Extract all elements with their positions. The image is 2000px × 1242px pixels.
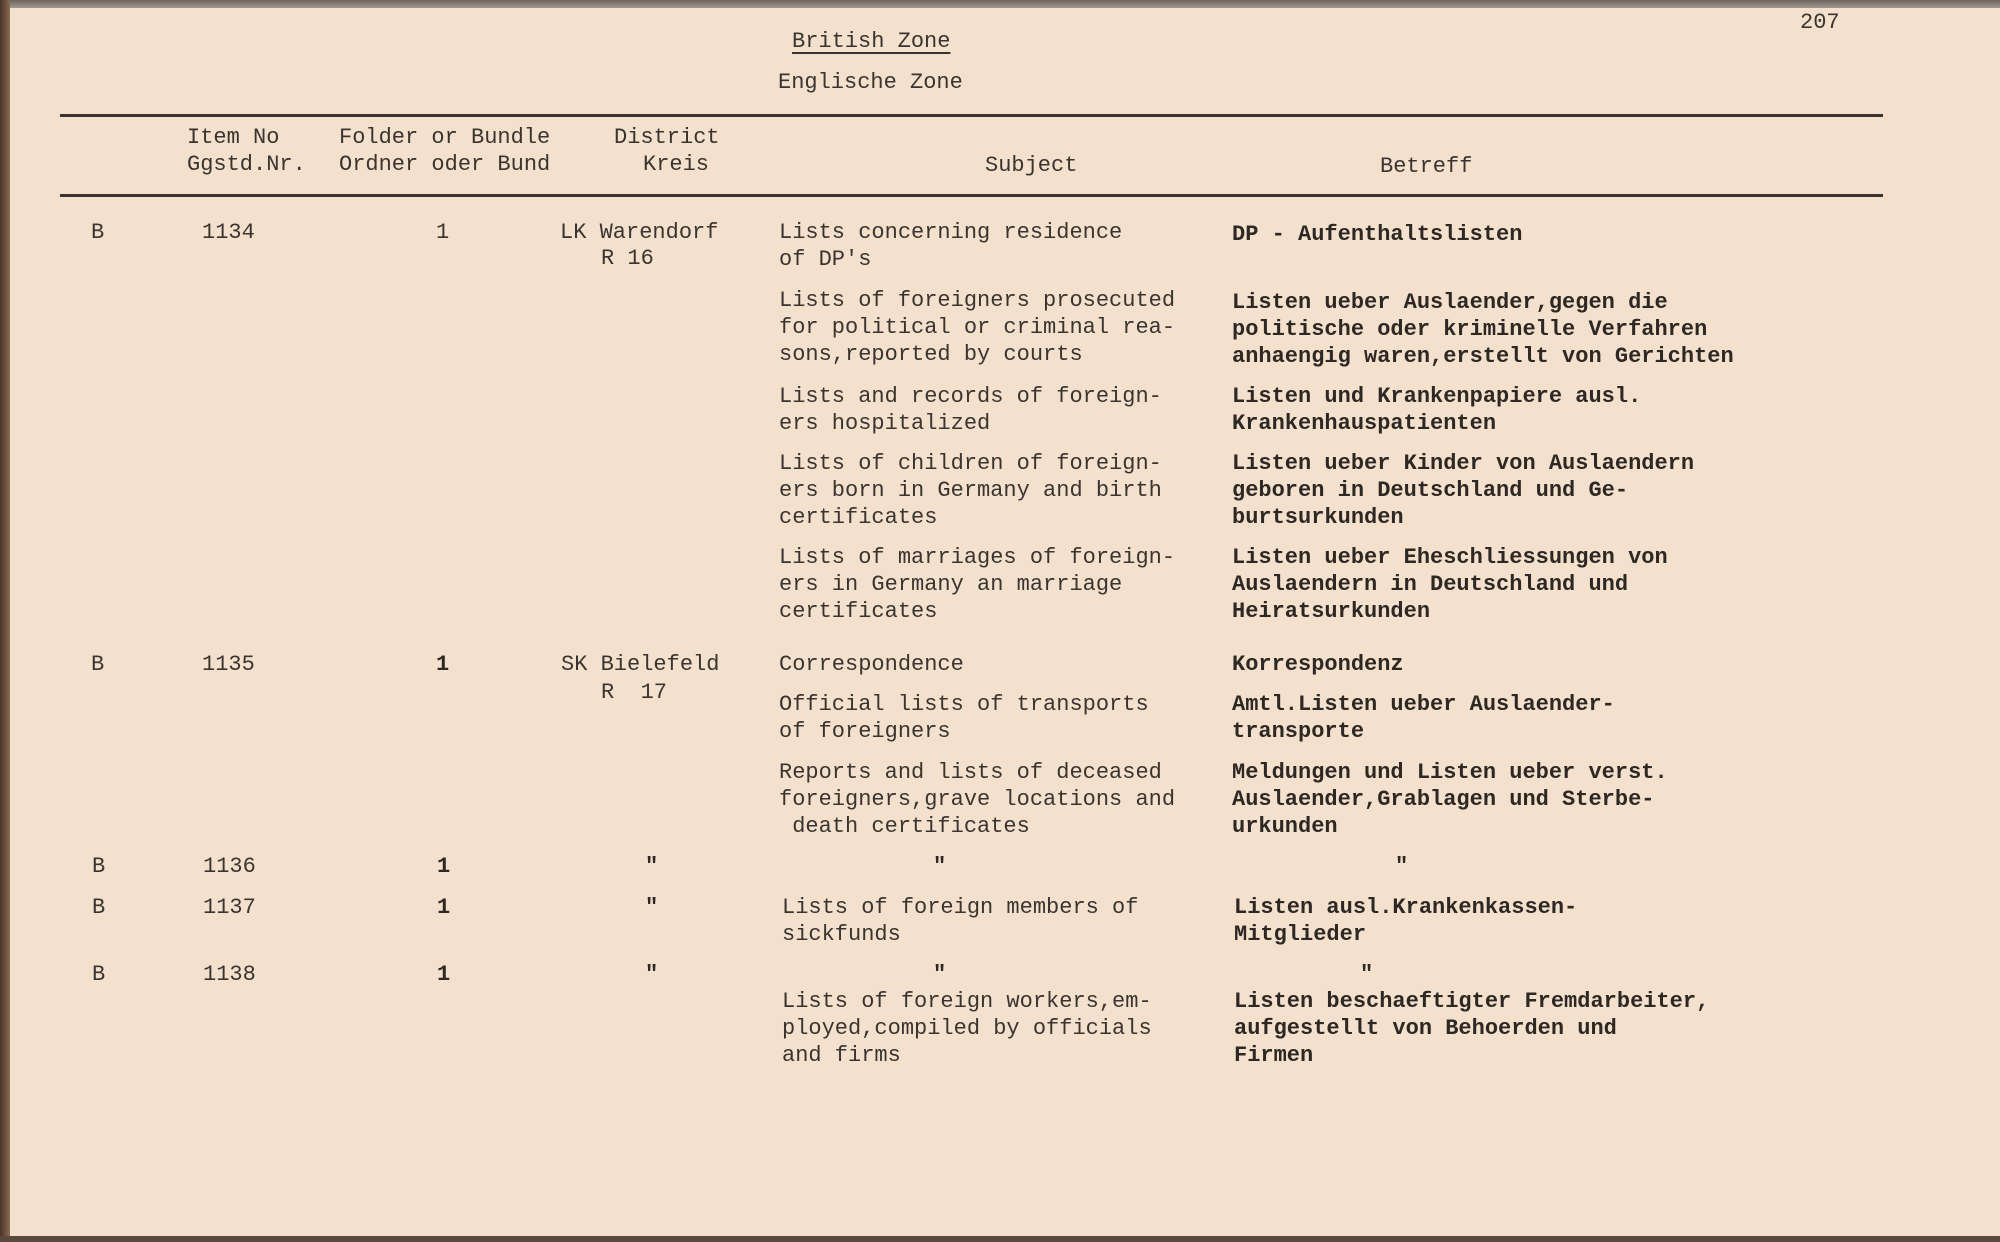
betreff-cell: DP - Aufenthaltslisten <box>1232 222 1523 247</box>
betreff-cell: Listen ueber Kinder von Auslaendern geboren in Deutschland und Ge- burtsurkunden <box>1232 451 1695 530</box>
subject-cell: Lists of foreign members of sickfunds <box>782 895 1139 947</box>
folder-count: 1 <box>437 962 451 987</box>
zone-cell: B <box>92 895 106 920</box>
scan-edge-left <box>0 0 10 1242</box>
betreff-cell: Listen ueber Auslaender,gegen die politische oder kriminelle Verfahren anhaengig waren,erstellt von Gerichten <box>1232 290 1734 369</box>
betreff-ditto: " <box>1395 854 1409 879</box>
folder-count: 1 <box>437 854 451 879</box>
zone-cell: B <box>91 652 105 677</box>
header-kreis: Kreis <box>643 152 710 177</box>
district-name: SK Bielefeld <box>561 652 720 677</box>
scan-edge-bottom <box>0 1236 2000 1242</box>
district-ditto: " <box>645 854 659 879</box>
district-ditto: " <box>645 962 659 987</box>
subject-ditto: " <box>933 962 947 987</box>
header-item-no: Item No <box>187 125 280 150</box>
zone-cell: B <box>91 220 105 245</box>
header-district: District <box>614 125 720 150</box>
page-subtitle: Englische Zone <box>778 70 963 95</box>
betreff-cell: Korrespondenz <box>1232 652 1404 677</box>
betreff-cell: Listen und Krankenpapiere ausl. Krankenhauspatienten <box>1232 384 1642 436</box>
district-code: R 17 <box>601 680 668 705</box>
subject-cell: Lists of marriages of foreign- ers in Germany an marriage certificates <box>779 545 1176 624</box>
header-ggstd-nr: Ggstd.Nr. <box>187 152 306 177</box>
folder-count: 1 <box>437 895 451 920</box>
subject-cell: Lists of foreigners prosecuted for political or criminal rea- sons,reported by courts <box>779 288 1176 367</box>
item-number: 1136 <box>203 854 256 879</box>
subject-cell: Correspondence <box>779 652 964 677</box>
subject-cell: Official lists of transports of foreigners <box>779 692 1149 744</box>
zone-cell: B <box>92 854 106 879</box>
betreff-cell: Amtl.Listen ueber Auslaender- transporte <box>1232 692 1615 744</box>
subject-cell: Lists and records of foreign- ers hospitalized <box>779 384 1162 436</box>
item-number: 1138 <box>203 962 256 987</box>
district-name: LK Warendorf <box>560 220 719 245</box>
betreff-cell: Meldungen und Listen ueber verst. Auslaender,Grablagen und Sterbe- urkunden <box>1232 760 1668 839</box>
betreff-cell: Listen beschaeftigter Fremdarbeiter, aufgestellt von Behoerden und Firmen <box>1234 989 1710 1068</box>
subject-cell: Lists concerning residence of DP's <box>779 220 1123 272</box>
subject-ditto: " <box>933 854 947 879</box>
header-folder: Folder or Bundle <box>339 125 551 150</box>
betreff-cell: Listen ausl.Krankenkassen- Mitglieder <box>1234 895 1578 947</box>
header-ordner: Ordner oder Bund <box>339 152 551 177</box>
item-number: 1137 <box>203 895 256 920</box>
item-number: 1135 <box>202 652 255 677</box>
subject-cell: Lists of children of foreign- ers born in Germany and birth certificates <box>779 451 1162 530</box>
header-betreff: Betreff <box>1380 154 1473 179</box>
subject-cell: Lists of foreign workers,em- ployed,compiled by officials and firms <box>782 989 1152 1068</box>
betreff-ditto: " <box>1360 962 1374 987</box>
header-top-rule <box>60 114 1883 117</box>
folder-count: 1 <box>436 652 450 677</box>
page-number: 207 <box>1800 10 1840 35</box>
header-subject: Subject <box>985 153 1078 178</box>
item-number: 1134 <box>202 220 255 245</box>
scan-edge-top <box>0 0 2000 8</box>
folder-count: 1 <box>436 220 450 245</box>
subject-cell: Reports and lists of deceased foreigners,grave locations and death certificates <box>779 760 1176 839</box>
header-bottom-rule <box>60 194 1883 197</box>
betreff-cell: Listen ueber Eheschliessungen von Auslaendern in Deutschland und Heiratsurkunden <box>1232 545 1668 624</box>
district-code: R 16 <box>601 246 654 271</box>
page-title: British Zone <box>792 29 951 54</box>
district-ditto: " <box>645 895 659 920</box>
zone-cell: B <box>92 962 106 987</box>
